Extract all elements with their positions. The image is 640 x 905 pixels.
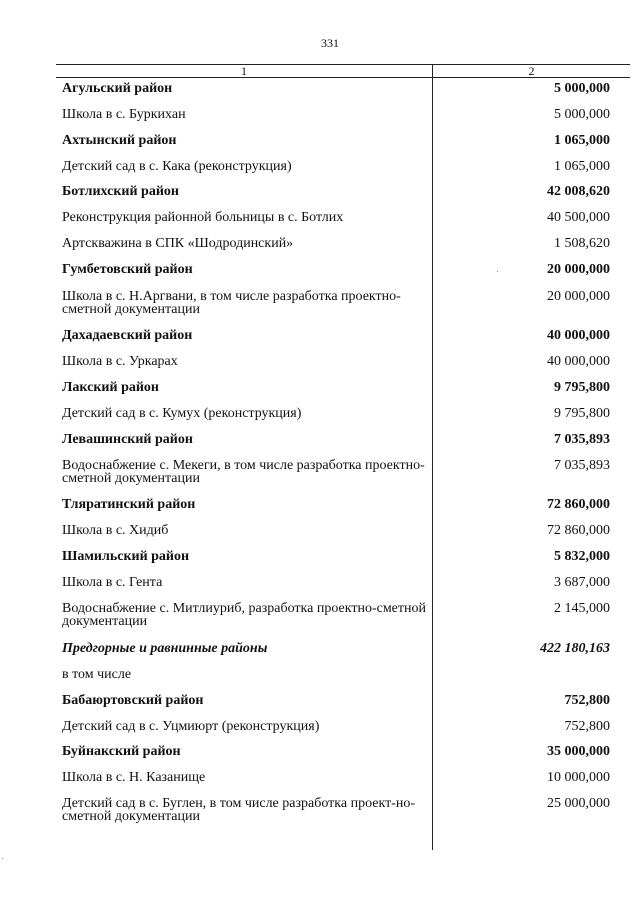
project-name: Водоснабжение с. Мекеги, в том числе разработка проектно-сметной документации	[62, 458, 425, 486]
page-number: 331	[321, 36, 339, 50]
district-name: Шамильский район	[62, 549, 190, 564]
district-name: Дахадаевский район	[62, 328, 193, 343]
district-name: Агульский район	[62, 81, 173, 96]
project-name: Детский сад в с. Уцмиюрт (реконструкция)	[62, 719, 320, 734]
project-name: Школа в с. Н.Аргвани, в том числе разработка проектно-сметной документации	[62, 289, 401, 317]
amount: 752,800	[564, 693, 610, 708]
amount: 3 687,000	[554, 575, 610, 590]
project-name: Артскважина в СПК «Шодродинский»	[62, 236, 294, 251]
amount: 72 860,000	[547, 523, 610, 538]
amount: 7 035,893	[554, 458, 610, 473]
district-name: Гумбетовский район	[62, 262, 193, 277]
region-group-name: Предгорные и равнинные районы	[62, 641, 268, 656]
amount: 5 000,000	[554, 81, 610, 96]
column-divider	[432, 64, 433, 850]
project-name: Школа в с. Уркарах	[62, 354, 178, 369]
amount: 1 065,000	[554, 159, 610, 174]
scan-speck	[2, 858, 3, 859]
amount: 1 065,000	[554, 133, 610, 148]
amount: 2 145,000	[554, 601, 610, 616]
district-name: Ахтынский район	[62, 133, 177, 148]
amount: 25 000,000	[547, 796, 610, 811]
project-name: Детский сад в с. Буглен, в том числе разработка проект-но-сметной документации	[62, 796, 416, 824]
district-name: Левашинский район	[62, 432, 193, 447]
district-name: Буйнакский район	[62, 744, 181, 759]
table-header	[56, 64, 630, 78]
district-name: Ботлихский район	[62, 184, 179, 199]
amount: 7 035,893	[554, 432, 610, 447]
amount: 40 500,000	[547, 210, 610, 225]
project-name: Школа в с. Н. Казанище	[62, 770, 206, 785]
amount: 40 000,000	[547, 354, 610, 369]
district-name: Бабаюртовский район	[62, 693, 204, 708]
project-name: Школа в с. Гента	[62, 575, 163, 590]
district-name: Тляратинский район	[62, 497, 196, 512]
amount: 10 000,000	[547, 770, 610, 785]
amount: 5 832,000	[554, 549, 610, 564]
subtotal-caption: в том числе	[62, 667, 132, 682]
amount: 752,800	[564, 719, 610, 734]
project-name: Школа в с. Буркихан	[62, 107, 186, 122]
amount: 20 000,000	[547, 289, 610, 304]
project-name: Детский сад в с. Кумух (реконструкция)	[62, 406, 302, 421]
amount: 72 860,000	[547, 497, 610, 512]
project-name: Реконструкция районной больницы в с. Ботлих	[62, 210, 344, 225]
amount: 1 508,620	[554, 236, 610, 251]
amount: 40 000,000	[547, 328, 610, 343]
project-name: Детский сад в с. Кака (реконструкция)	[62, 159, 292, 174]
amount: 9 795,800	[554, 380, 610, 395]
amount: 5 000,000	[554, 107, 610, 122]
column-header-2: 2	[528, 64, 535, 78]
project-name: Водоснабжение с. Митлиуриб, разработка проектно-сметной документации	[62, 601, 426, 629]
project-name: Школа в с. Хидиб	[62, 523, 169, 538]
amount: 20 000,000	[547, 262, 610, 277]
amount: 42 008,620	[547, 184, 610, 199]
amount: 35 000,000	[547, 744, 610, 759]
district-name: Лакский район	[62, 380, 159, 395]
column-header-1: 1	[241, 64, 247, 78]
scan-speck	[497, 271, 498, 272]
amount: 422 180,163	[540, 641, 610, 656]
amount: 9 795,800	[554, 406, 610, 421]
